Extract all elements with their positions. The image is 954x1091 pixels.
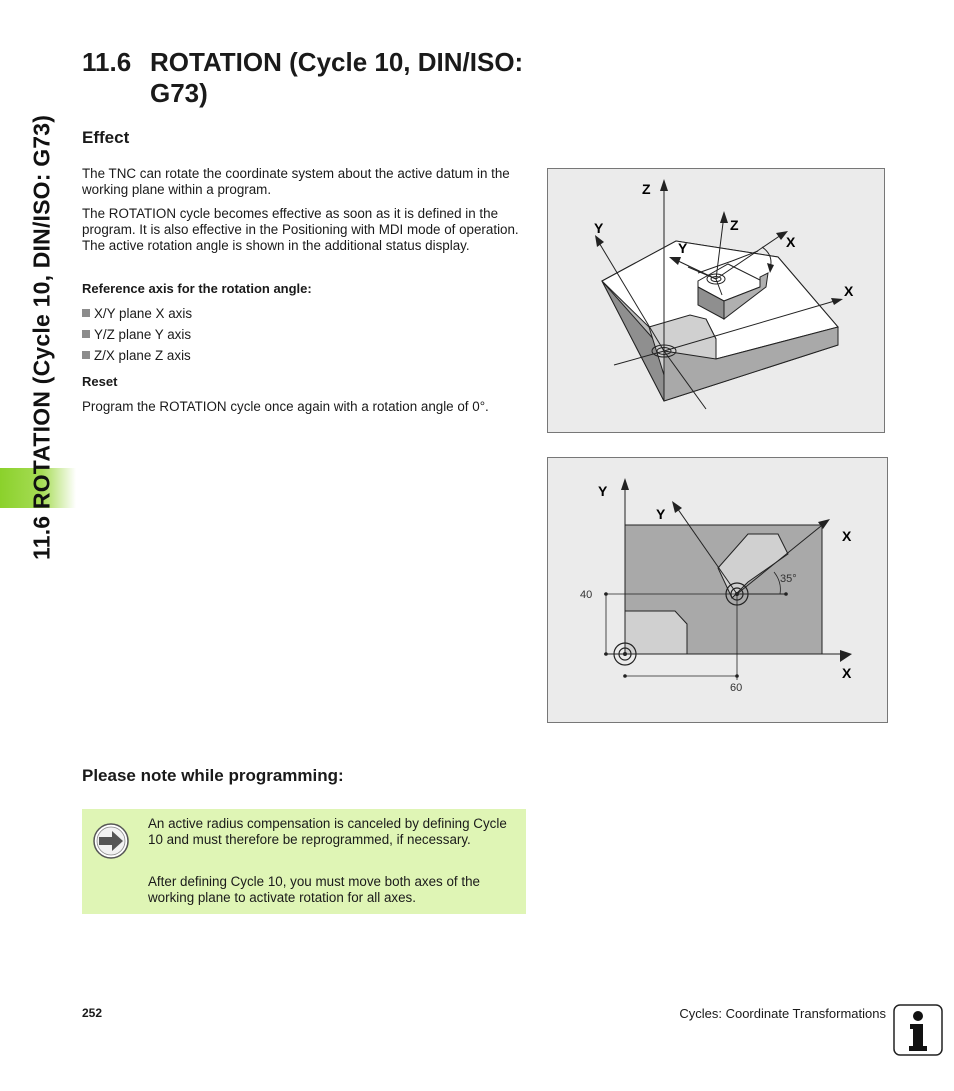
note-heading: Please note while programming: <box>82 766 344 785</box>
figure-2d-drawing <box>548 458 887 722</box>
figure-3d-rotation <box>547 168 885 433</box>
y-axis-label: Y <box>598 483 608 499</box>
y-rotated-axis-label: Y <box>656 506 666 522</box>
angle-label: 35° <box>780 573 797 585</box>
x-axis-label: X <box>842 665 852 681</box>
x-rotated-axis-label: X <box>842 528 852 544</box>
effect-heading: Effect <box>82 128 130 147</box>
y-rotated-axis-label: Y <box>678 240 688 256</box>
reset-paragraph: Program the ROTATION cycle once again with a rotation angle of 0°. <box>82 399 489 414</box>
footer-chapter: Cycles: Coordinate Transformations <box>679 1006 886 1021</box>
effect-paragraph-1: The TNC can rotate the coordinate system about the active datum in the working plane within a program. <box>82 166 510 197</box>
section-number: 11.6 <box>82 47 132 77</box>
x-rotated-axis-label: X <box>786 234 796 250</box>
figure-3d-drawing <box>548 169 884 432</box>
bullet-square-icon <box>82 330 90 338</box>
info-icon <box>893 1004 943 1056</box>
arrow-right-icon <box>92 822 130 860</box>
reset-heading: Reset <box>82 374 118 389</box>
page-number: 252 <box>82 1006 103 1020</box>
dimension-x-label: 60 <box>730 682 743 694</box>
bullet-item <box>82 306 192 322</box>
bullet-text: Y/Z plane Y axis <box>94 327 192 342</box>
bullet-text: Z/X plane Z axis <box>94 348 191 363</box>
bullet-item <box>82 348 191 364</box>
z-rotated-axis-label: Z <box>730 217 739 233</box>
bullet-square-icon <box>82 351 90 359</box>
note-text-1: An active radius compensation is canceled by defining Cycle 10 and must therefore be reprogrammed, if necessary. <box>148 816 507 847</box>
bullet-square-icon <box>82 309 90 317</box>
reference-axis-heading: Reference axis for the rotation angle: <box>82 281 312 296</box>
note-text-2: After defining Cycle 10, you must move both axes of the working plane to activate rotation for all axes. <box>148 874 480 905</box>
figure-2d-rotation <box>547 457 888 723</box>
side-tab-title: 11.6 ROTATION (Cycle 10, DIN/ISO: G73) <box>28 114 55 560</box>
bullet-item <box>82 327 191 343</box>
z-axis-label: Z <box>642 181 651 197</box>
effect-paragraph-2: The ROTATION cycle becomes effective as soon as it is defined in the program. It is also effective in the Positioning with MDI mode of operation. The active rotation angle is shown in the additional status display. <box>82 206 519 253</box>
x-axis-label: X <box>844 283 854 299</box>
bullet-text: X/Y plane X axis <box>94 306 193 321</box>
y-axis-label: Y <box>594 220 604 236</box>
section-title: ROTATION (Cycle 10, DIN/ISO: G73) <box>150 47 524 108</box>
dimension-y-label: 40 <box>580 589 593 601</box>
